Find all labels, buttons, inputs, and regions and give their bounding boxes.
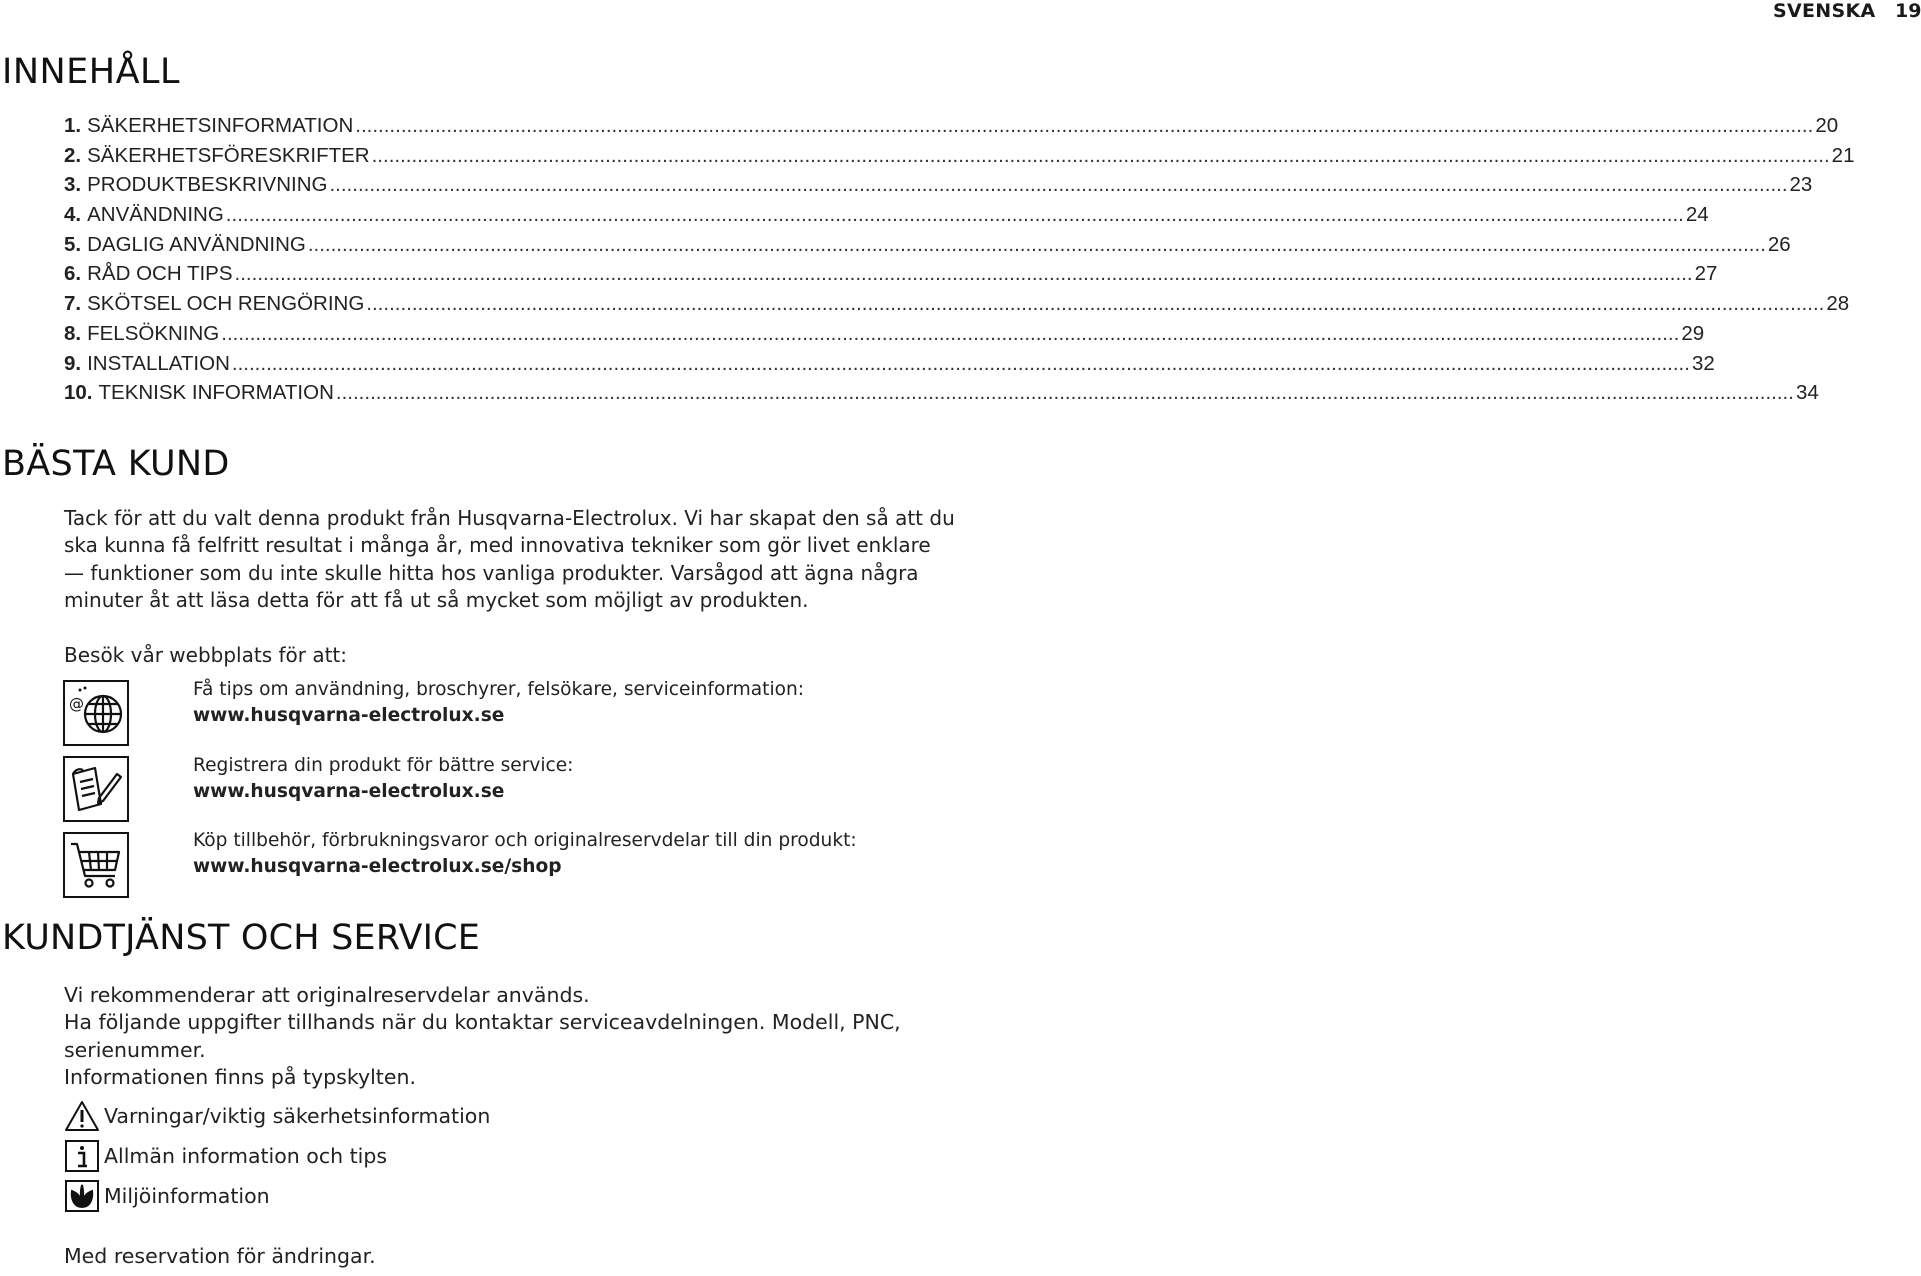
toc-leader-dots bbox=[355, 114, 1813, 138]
footer-note: Med reservation för ändringar. bbox=[64, 1244, 376, 1268]
legend-label: Varningar/viktig säkerhetsinformation bbox=[104, 1104, 491, 1128]
kundtjanst-title: KUNDTJÄNST OCH SERVICE bbox=[2, 918, 481, 958]
toc-item-page: 32 bbox=[1691, 351, 1715, 375]
toc-item-page: 34 bbox=[1795, 381, 1819, 405]
toc-item-number: 9. bbox=[64, 351, 82, 375]
toc-item-page: 21 bbox=[1831, 143, 1855, 167]
link-description: Köp tillbehör, förbrukningsvaror och originalreservdelar till din produkt: bbox=[193, 830, 857, 851]
toc-item-label: PRODUKTBESKRIVNING bbox=[87, 173, 328, 197]
shop-link[interactable]: www.husqvarna-electrolux.se/shop bbox=[193, 856, 562, 877]
register-document-icon bbox=[63, 756, 129, 822]
toc-item-page: 24 bbox=[1685, 203, 1709, 227]
toc-leader-dots bbox=[372, 144, 1830, 168]
service-line: Vi rekommenderar att originalreservdelar används. bbox=[64, 983, 590, 1007]
website-link[interactable]: www.husqvarna-electrolux.se bbox=[193, 705, 505, 726]
toc-item-label: INSTALLATION bbox=[87, 351, 230, 375]
toc-item-label: FELSÖKNING bbox=[87, 321, 220, 345]
legend-environment bbox=[64, 1179, 270, 1213]
svg-text:@: @ bbox=[69, 695, 84, 713]
toc-item-number: 8. bbox=[64, 321, 82, 345]
toc-item-number: 4. bbox=[64, 203, 82, 227]
toc-item[interactable] bbox=[64, 381, 1819, 411]
environment-icon bbox=[64, 1179, 100, 1213]
language-label: SVENSKA bbox=[1773, 0, 1876, 22]
link-description: Registrera din produkt för bättre service: bbox=[193, 755, 574, 776]
toc-item-label: TEKNISK INFORMATION bbox=[98, 381, 334, 405]
warning-icon bbox=[64, 1099, 100, 1133]
toc-item[interactable] bbox=[64, 143, 1855, 174]
toc-item-number: 10. bbox=[64, 381, 93, 405]
toc-item-label: ANVÄNDNING bbox=[87, 203, 224, 227]
link-description: Få tips om användning, broschyrer, felsökare, serviceinformation: bbox=[193, 679, 805, 700]
toc-item-label: DAGLIG ANVÄNDNING bbox=[87, 232, 306, 256]
page-number: 19 bbox=[1895, 0, 1921, 22]
toc-item-page: 29 bbox=[1681, 321, 1705, 345]
toc-item-label: SÄKERHETSINFORMATION bbox=[87, 114, 354, 137]
toc-leader-dots bbox=[226, 203, 1684, 227]
info-icon bbox=[64, 1139, 100, 1173]
legend-label: Allmän information och tips bbox=[104, 1144, 388, 1168]
toc-item-page: 20 bbox=[1815, 114, 1839, 137]
toc-item[interactable] bbox=[64, 232, 1791, 263]
service-line: Informationen finns på typskylten. bbox=[64, 1064, 416, 1089]
toc-item-page: 28 bbox=[1826, 292, 1850, 316]
toc-item-number: 2. bbox=[64, 143, 82, 167]
visit-website-text: Besök vår webbplats för att: bbox=[64, 643, 348, 667]
toc-leader-dots bbox=[329, 173, 1787, 197]
link-block-tips bbox=[193, 677, 953, 729]
toc-item[interactable] bbox=[64, 351, 1715, 382]
toc-item[interactable] bbox=[64, 292, 1850, 322]
toc-item[interactable] bbox=[64, 321, 1705, 352]
toc-item[interactable] bbox=[64, 262, 1718, 292]
toc-leader-dots bbox=[232, 352, 1690, 376]
intro-paragraph: Tack för att du valt denna produkt från Husqvarna-Electrolux. Vi har skapat den så att du ska kunna få felfritt resultat i många år, med innovativa tekniker som gör livet enklare — funktioner som du inte skulle hitta hos vanliga produkter. Varsågod att ägna några minuter åt att läsa detta för att få ut så mycket som möjligt av produkten. bbox=[64, 506, 955, 612]
web-globe-icon bbox=[63, 680, 129, 746]
service-info-text bbox=[64, 982, 954, 1091]
table-of-contents bbox=[64, 114, 1855, 411]
toc-item-label: SKÖTSEL OCH RENGÖRING bbox=[87, 292, 365, 316]
toc-leader-dots bbox=[221, 322, 1679, 346]
toc-item[interactable] bbox=[64, 203, 1709, 233]
toc-item-page: 23 bbox=[1789, 173, 1813, 197]
toc-leader-dots bbox=[366, 292, 1824, 316]
toc-leader-dots bbox=[336, 381, 1794, 405]
toc-item-number: 3. bbox=[64, 173, 82, 197]
link-block-register bbox=[193, 753, 953, 805]
toc-leader-dots bbox=[308, 233, 1766, 257]
toc-item-label: RÅD OCH TIPS bbox=[87, 262, 233, 286]
service-line: Ha följande uppgifter tillhands när du kontaktar serviceavdelningen. Modell, PNC, serienummer. bbox=[64, 1010, 901, 1062]
website-link[interactable]: www.husqvarna-electrolux.se bbox=[193, 781, 505, 802]
toc-item-number: 7. bbox=[64, 292, 82, 316]
toc-item[interactable] bbox=[64, 114, 1839, 144]
toc-item-number: 1. bbox=[64, 114, 82, 137]
shopping-cart-icon bbox=[63, 832, 129, 898]
legend-warning bbox=[64, 1099, 490, 1133]
toc-item-number: 6. bbox=[64, 262, 82, 286]
toc-item-number: 5. bbox=[64, 232, 82, 256]
toc-leader-dots bbox=[235, 262, 1693, 286]
toc-item-page: 27 bbox=[1694, 262, 1718, 286]
toc-item-page: 26 bbox=[1767, 232, 1791, 256]
toc-item[interactable] bbox=[64, 173, 1813, 203]
link-block-shop bbox=[193, 828, 953, 880]
toc-title: INNEHÅLL bbox=[2, 52, 181, 92]
legend-info bbox=[64, 1139, 387, 1173]
toc-item-label: SÄKERHETSFÖRESKRIFTER bbox=[87, 143, 370, 167]
legend-label: Miljöinformation bbox=[104, 1184, 270, 1208]
basta-kund-title: BÄSTA KUND bbox=[2, 444, 230, 484]
